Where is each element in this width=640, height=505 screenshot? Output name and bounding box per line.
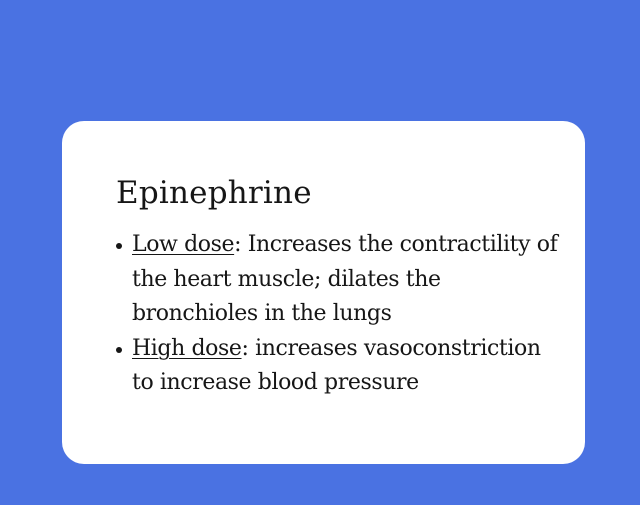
bullet-icon: [116, 347, 122, 353]
dose-term-low: Low dose: [132, 232, 235, 257]
list-item-low-dose: [116, 228, 565, 332]
info-card: [62, 121, 585, 464]
list-item-high-dose: [116, 332, 565, 401]
card-title: Epinephrine: [116, 175, 312, 211]
dose-description-low: : Increases the contractility of the heart muscle; dilates the bronchioles in the lungs: [132, 232, 558, 326]
bullet-icon: [116, 243, 122, 249]
dose-term-high: High dose: [132, 335, 242, 361]
dose-description-high: : increases vasoconstriction to increase blood pressure: [132, 335, 541, 395]
dose-list: [116, 228, 565, 401]
